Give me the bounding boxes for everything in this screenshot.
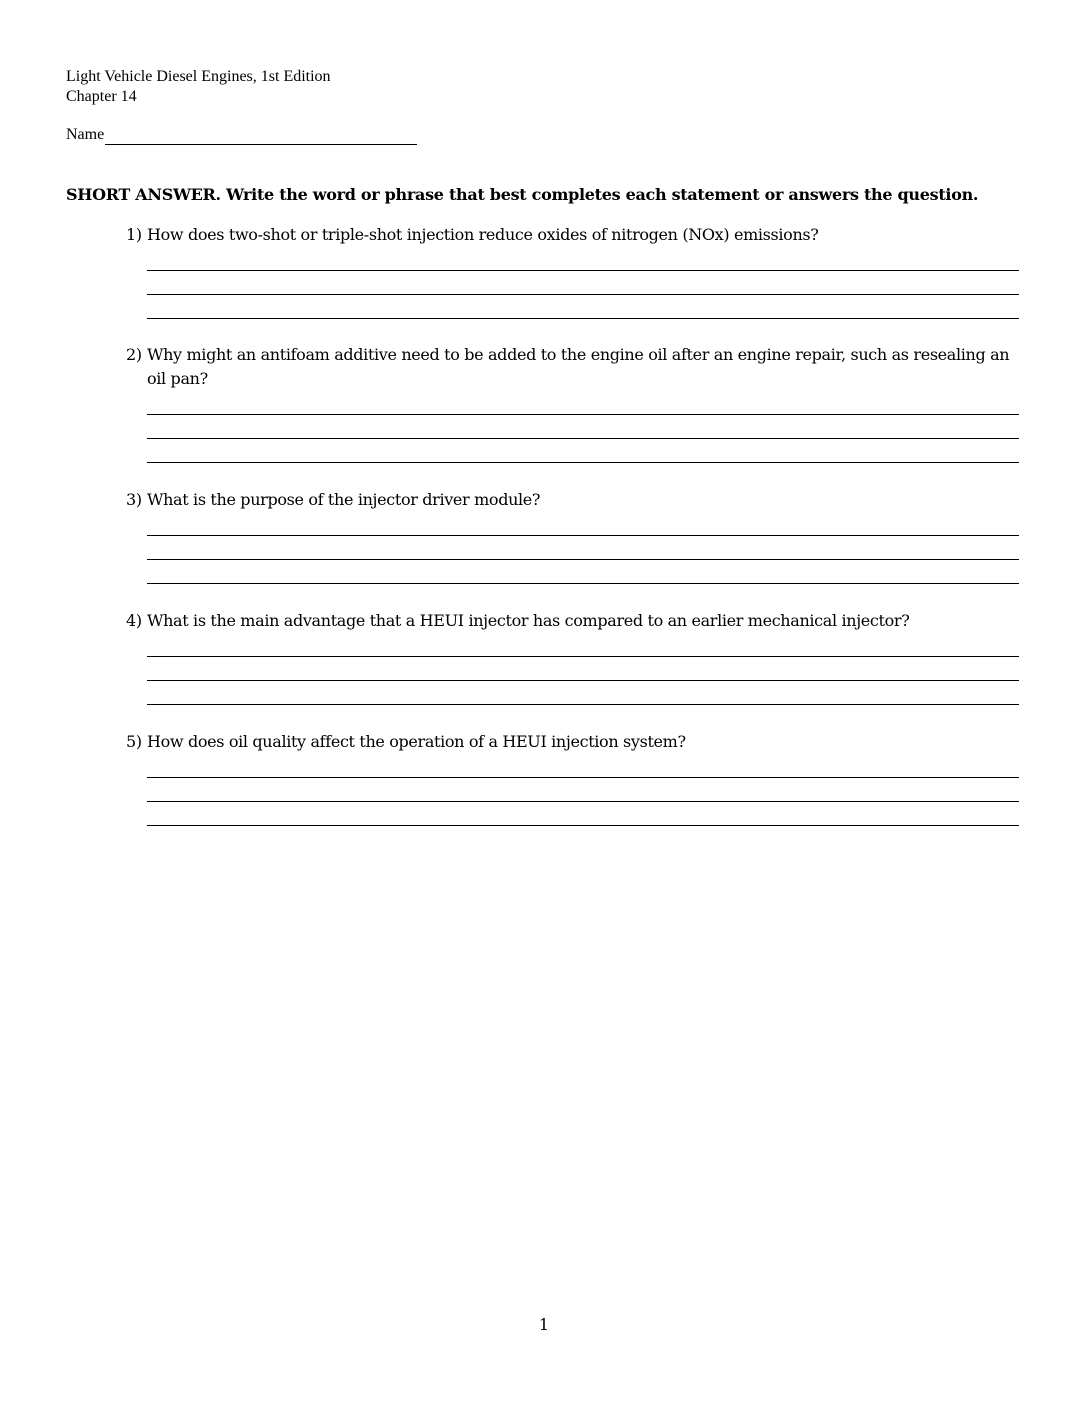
answer-area — [147, 633, 1019, 705]
name-field[interactable] — [105, 126, 417, 145]
answer-line[interactable] — [147, 633, 1019, 657]
answer-line[interactable] — [147, 247, 1019, 271]
question-text: What is the purpose of the injector driver module? — [147, 490, 541, 509]
name-row — [66, 125, 417, 145]
question-2 — [126, 343, 1019, 463]
question-number: 5) — [126, 732, 142, 751]
question-text: Why might an antifoam additive need to be added to the engine oil after an engine repair, such as resealing an oil pan? — [147, 345, 1010, 388]
question-number: 1) — [126, 225, 142, 244]
question-3 — [126, 488, 1019, 584]
question-number: 2) — [126, 345, 142, 364]
answer-area — [147, 512, 1019, 584]
answer-line[interactable] — [147, 802, 1019, 826]
answer-line[interactable] — [147, 560, 1019, 584]
page-number: 1 — [538, 1315, 550, 1334]
answer-line[interactable] — [147, 536, 1019, 560]
answer-line[interactable] — [147, 681, 1019, 705]
question-text: How does oil quality affect the operation of a HEUI injection system? — [147, 732, 686, 751]
question-number: 4) — [126, 611, 142, 630]
answer-line[interactable] — [147, 439, 1019, 463]
question-1 — [126, 223, 1019, 319]
question-4 — [126, 609, 1019, 705]
answer-area — [147, 391, 1019, 463]
answer-line[interactable] — [147, 754, 1019, 778]
answer-line[interactable] — [147, 657, 1019, 681]
answer-line[interactable] — [147, 415, 1019, 439]
instructions: SHORT ANSWER. Write the word or phrase that best completes each statement or answers the question. — [66, 185, 979, 204]
answer-line[interactable] — [147, 512, 1019, 536]
answer-line[interactable] — [147, 391, 1019, 415]
answer-line[interactable] — [147, 295, 1019, 319]
answer-area — [147, 754, 1019, 826]
name-label: Name — [66, 126, 105, 143]
book-title: Light Vehicle Diesel Engines, 1st Edition — [66, 68, 331, 85]
question-5 — [126, 730, 1019, 826]
question-number: 3) — [126, 490, 142, 509]
answer-area — [147, 247, 1019, 319]
chapter-label: Chapter 14 — [66, 88, 137, 105]
question-text: How does two-shot or triple-shot injection reduce oxides of nitrogen (NOx) emissions? — [147, 225, 819, 244]
question-text: What is the main advantage that a HEUI injector has compared to an earlier mechanical injector? — [147, 611, 910, 630]
answer-line[interactable] — [147, 778, 1019, 802]
answer-line[interactable] — [147, 271, 1019, 295]
